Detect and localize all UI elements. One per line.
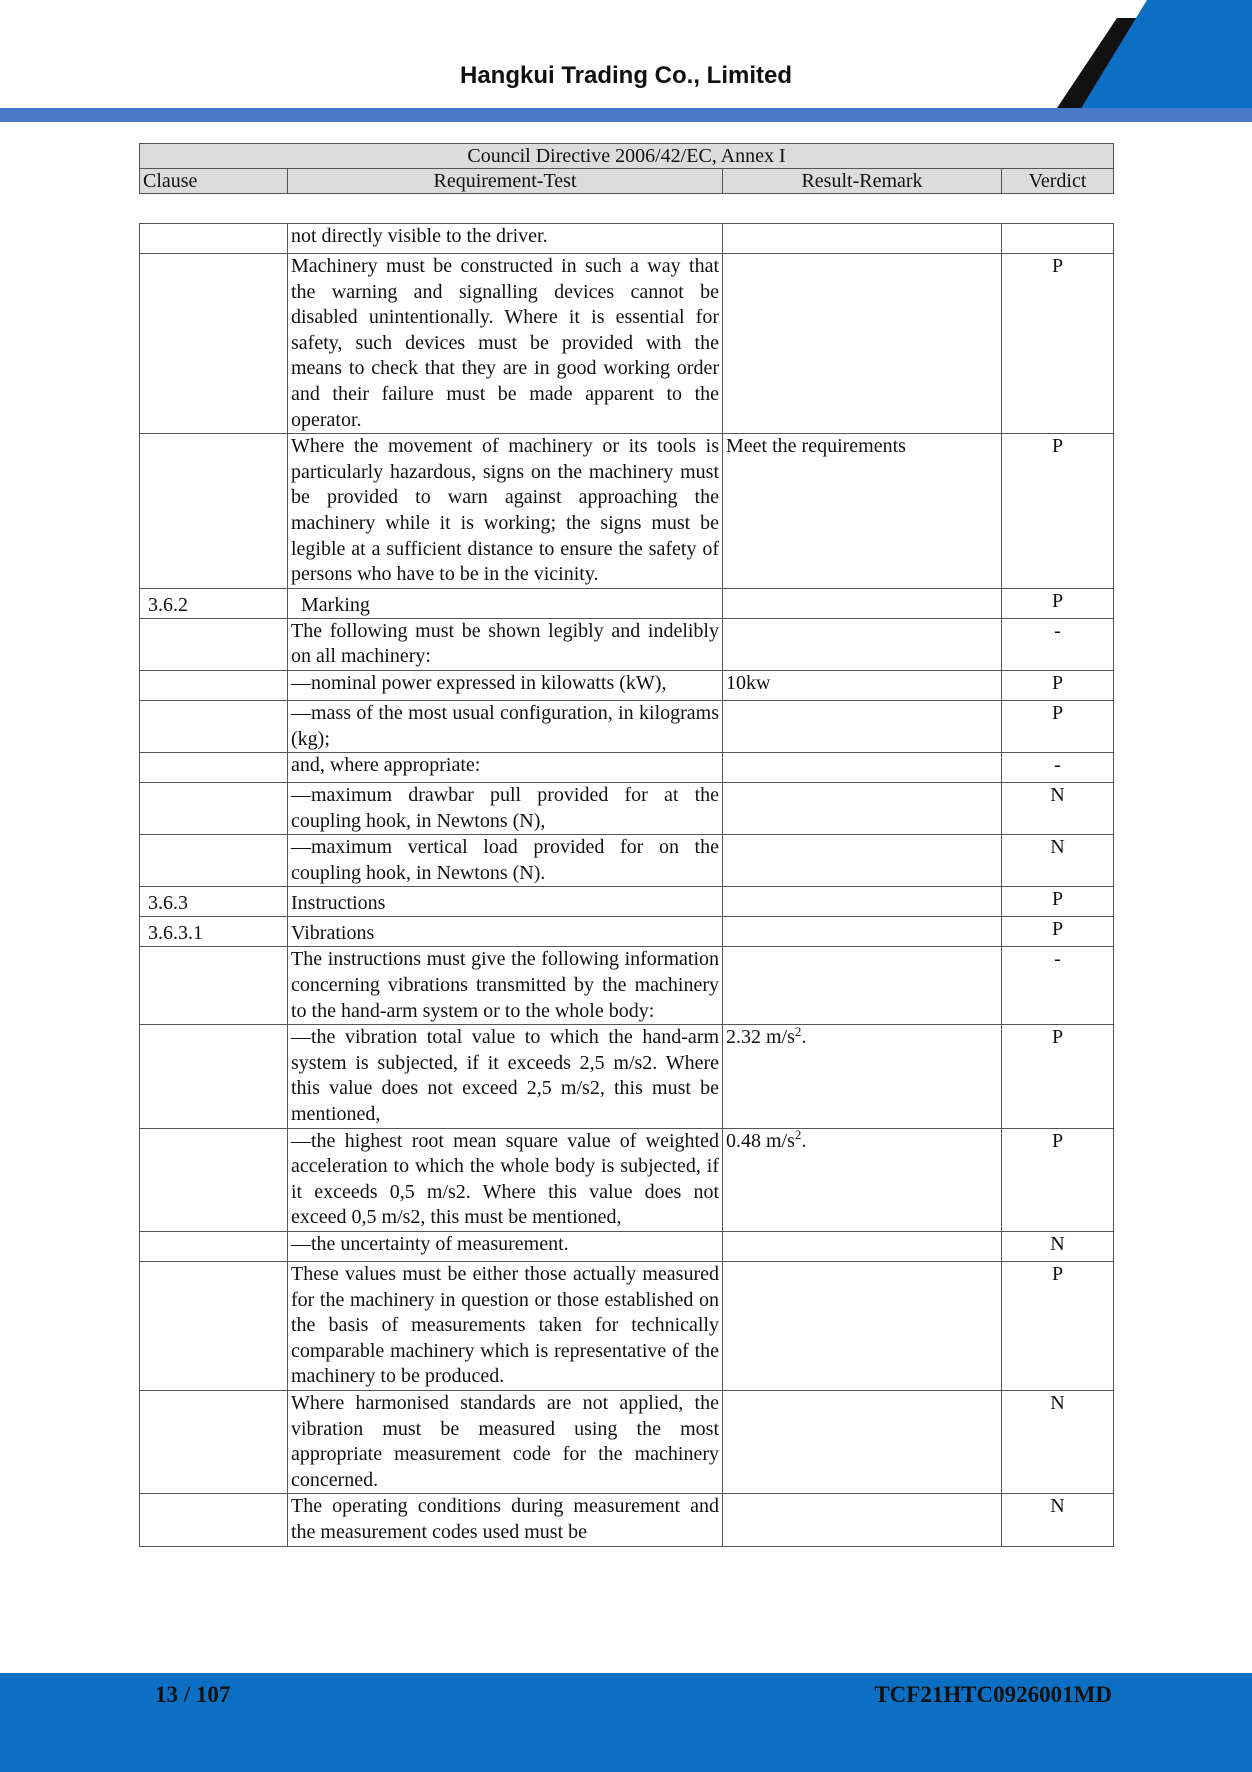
- verdict-text: P: [1051, 1026, 1064, 1049]
- requirement-text: —maximum drawbar pull provided for at the coupling hook, in Newtons (N),: [291, 784, 719, 832]
- result-text: 10kw: [726, 671, 771, 694]
- requirement-text: Where the movement of machinery or its tools is particularly hazardous, signs on the machinery must be provided to warn against approaching the machinery while it is working; the signs must be legible at a sufficient distance to ensure the safety of persons who have to be in the vicinity.: [291, 435, 719, 586]
- result-cell: [723, 947, 1002, 1025]
- verdict-cell: [1002, 618, 1114, 670]
- requirements-table: [139, 223, 1114, 1547]
- table-row: [140, 618, 1114, 670]
- result-text: 0.48 m/s: [726, 1129, 795, 1152]
- clause-cell: [140, 700, 288, 752]
- requirement-cell: [288, 947, 723, 1025]
- clause-cell: [140, 753, 288, 783]
- table-row: [140, 1262, 1114, 1391]
- result-tail: .: [801, 1129, 807, 1152]
- result-cell: [723, 670, 1002, 700]
- verdict-cell: [1002, 588, 1114, 618]
- requirement-cell: [288, 917, 723, 947]
- clause-text: 3.6.2: [148, 593, 188, 616]
- result-cell: [723, 254, 1002, 434]
- verdict-text: P: [1051, 1263, 1064, 1285]
- result-cell: [723, 783, 1002, 835]
- requirement-text: The following must be shown legibly and indelibly on all machinery:: [291, 619, 719, 668]
- header-bar: [0, 108, 1252, 122]
- clause-cell: [140, 588, 288, 618]
- result-text: 2.32 m/s: [726, 1026, 795, 1049]
- result-cell: [723, 917, 1002, 947]
- requirement-cell: [288, 224, 723, 254]
- result-cell: [723, 887, 1002, 917]
- requirement-text: not directly visible to the driver.: [291, 225, 548, 247]
- result-superscript: 2: [794, 1023, 802, 1039]
- verdict-text: P: [1051, 255, 1064, 277]
- verdict-cell: [1002, 1262, 1114, 1391]
- requirement-text: and, where appropriate:: [291, 754, 481, 777]
- verdict-cell: [1002, 670, 1114, 700]
- result-cell: [723, 1390, 1002, 1493]
- requirement-text: The instructions must give the following information concerning vibrations transmitted by the machinery to the hand-arm system or to the whole body:: [291, 948, 719, 1022]
- verdict-cell: [1002, 947, 1114, 1025]
- table-row: [140, 753, 1114, 783]
- verdict-text: P: [1051, 1129, 1064, 1152]
- verdict-text: P: [1051, 671, 1064, 694]
- header-logo-decoration: [952, 0, 1252, 122]
- clause-cell: [140, 254, 288, 434]
- requirement-text: —the vibration total value to which the hand-arm system is subjected, if it exceeds 2,5 m/s2. Where this value does not exceed 2,5 m/s2, this must be mentioned,: [291, 1026, 719, 1126]
- table-row: [140, 224, 1114, 254]
- page-number: 13 / 107: [155, 1682, 231, 1707]
- requirement-cell: [288, 618, 723, 670]
- report-code: TCF21HTC0926001MD: [874, 1682, 1112, 1707]
- verdict-text: P: [1051, 589, 1064, 612]
- result-text: Meet the requirements: [726, 435, 906, 458]
- requirement-text: Vibrations: [291, 922, 375, 945]
- verdict-text: N: [1050, 836, 1065, 859]
- clause-cell: [140, 1390, 288, 1493]
- result-cell: [723, 835, 1002, 887]
- verdict-text: -: [1054, 619, 1061, 642]
- clause-cell: [140, 670, 288, 700]
- table-row: [140, 1494, 1114, 1546]
- clause-cell: [140, 947, 288, 1025]
- clause-cell: [140, 1494, 288, 1546]
- requirement-cell: [288, 1390, 723, 1493]
- requirement-cell: [288, 1262, 723, 1391]
- result-cell: [723, 1494, 1002, 1546]
- result-cell: [723, 618, 1002, 670]
- requirement-cell: [288, 670, 723, 700]
- directive-title: Council Directive 2006/42/EC, Annex I: [140, 144, 1114, 169]
- table-row: [140, 835, 1114, 887]
- requirement-text: These values must be either those actually measured for the machinery in question or those established on the basis of measurements taken for technically comparable machinery which is representative of the machinery to be produced.: [291, 1263, 719, 1388]
- requirement-cell: [288, 434, 723, 589]
- requirement-text: The operating conditions during measurement and the measurement codes used must be: [291, 1495, 719, 1543]
- requirement-text: Machinery must be constructed in such a way that the warning and signalling devices cannot be disabled unintentionally. Where it is essential for safety, such devices must be provided with the means to check that they are in good working order and their failure must be made apparent to the operator.: [291, 255, 719, 431]
- table-row: [140, 1232, 1114, 1262]
- result-cell: [723, 1025, 1002, 1128]
- result-cell: [723, 753, 1002, 783]
- requirement-text: Marking: [301, 593, 370, 616]
- col-header-requirement: Requirement-Test: [288, 169, 723, 194]
- table-row: [140, 670, 1114, 700]
- requirement-text: —the uncertainty of measurement.: [291, 1233, 569, 1255]
- clause-cell: [140, 618, 288, 670]
- requirement-text: —maximum vertical load provided for on the coupling hook, in Newtons (N).: [291, 836, 719, 884]
- table-row: [140, 1128, 1114, 1231]
- verdict-text: N: [1050, 1495, 1065, 1518]
- verdict-cell: [1002, 1232, 1114, 1262]
- requirement-text: —mass of the most usual configuration, in kilograms (kg);: [291, 701, 719, 750]
- verdict-cell: [1002, 917, 1114, 947]
- verdict-text: P: [1051, 888, 1064, 911]
- verdict-cell: [1002, 1025, 1114, 1128]
- clause-cell: [140, 835, 288, 887]
- verdict-text: P: [1051, 918, 1064, 941]
- verdict-cell: [1002, 1494, 1114, 1546]
- verdict-cell: [1002, 835, 1114, 887]
- result-cell: [723, 1232, 1002, 1262]
- verdict-cell: [1002, 783, 1114, 835]
- requirement-cell: [288, 1025, 723, 1128]
- directive-header-table: [139, 143, 1114, 194]
- verdict-text: P: [1051, 701, 1064, 724]
- requirement-cell: [288, 588, 723, 618]
- table-row: [140, 254, 1114, 434]
- verdict-cell: [1002, 700, 1114, 752]
- requirement-text: —the highest root mean square value of weighted acceleration to which the whole body is subjected, if it exceeds 0,5 m/s2. Where this value does not exceed 0,5 m/s2, this must be mentioned,: [291, 1129, 719, 1229]
- verdict-text: N: [1050, 1233, 1065, 1255]
- verdict-text: N: [1050, 1391, 1065, 1414]
- verdict-text: N: [1050, 784, 1065, 807]
- verdict-cell: [1002, 254, 1114, 434]
- result-cell: [723, 700, 1002, 752]
- requirement-cell: [288, 1128, 723, 1231]
- table-row: [140, 783, 1114, 835]
- clause-cell: [140, 1262, 288, 1391]
- clause-cell: [140, 434, 288, 589]
- verdict-text: -: [1054, 948, 1061, 971]
- table-row: [140, 1390, 1114, 1493]
- requirement-cell: [288, 700, 723, 752]
- clause-text: 3.6.3.1: [148, 922, 203, 945]
- requirement-cell: [288, 1232, 723, 1262]
- clause-cell: [140, 1232, 288, 1262]
- clause-text: 3.6.3: [148, 892, 188, 915]
- clause-cell: [140, 783, 288, 835]
- requirement-cell: [288, 753, 723, 783]
- requirement-cell: [288, 783, 723, 835]
- verdict-cell: [1002, 753, 1114, 783]
- col-header-clause: Clause: [140, 169, 288, 194]
- result-superscript: 2: [794, 1126, 802, 1142]
- result-cell: [723, 588, 1002, 618]
- table-row: [140, 434, 1114, 589]
- verdict-text: -: [1054, 754, 1061, 777]
- clause-cell: [140, 224, 288, 254]
- clause-cell: [140, 887, 288, 917]
- verdict-cell: [1002, 1128, 1114, 1231]
- verdict-cell: [1002, 434, 1114, 589]
- result-cell: [723, 1128, 1002, 1231]
- verdict-text: P: [1051, 435, 1064, 458]
- requirement-cell: [288, 1494, 723, 1546]
- requirement-text: —nominal power expressed in kilowatts (kW),: [291, 671, 667, 694]
- clause-cell: [140, 917, 288, 947]
- verdict-cell: [1002, 887, 1114, 917]
- table-row: [140, 917, 1114, 947]
- table-row: [140, 700, 1114, 752]
- requirement-text: Where harmonised standards are not applied, the vibration must be measured using the most appropriate measurement code for the machinery concerned.: [291, 1391, 719, 1491]
- table-row: [140, 1025, 1114, 1128]
- requirement-cell: [288, 835, 723, 887]
- result-cell: [723, 1262, 1002, 1391]
- table-row: [140, 588, 1114, 618]
- requirement-cell: [288, 254, 723, 434]
- table-row: [140, 947, 1114, 1025]
- table-row: [140, 887, 1114, 917]
- verdict-cell: [1002, 1390, 1114, 1493]
- col-header-verdict: Verdict: [1002, 169, 1114, 194]
- result-tail: .: [801, 1026, 807, 1049]
- clause-cell: [140, 1128, 288, 1231]
- verdict-cell: [1002, 224, 1114, 254]
- clause-cell: [140, 1025, 288, 1128]
- result-cell: [723, 434, 1002, 589]
- company-name: Hangkui Trading Co., Limited: [459, 62, 792, 89]
- requirement-text: Instructions: [291, 892, 386, 915]
- requirement-cell: [288, 887, 723, 917]
- result-cell: [723, 224, 1002, 254]
- col-header-result: Result-Remark: [723, 169, 1002, 194]
